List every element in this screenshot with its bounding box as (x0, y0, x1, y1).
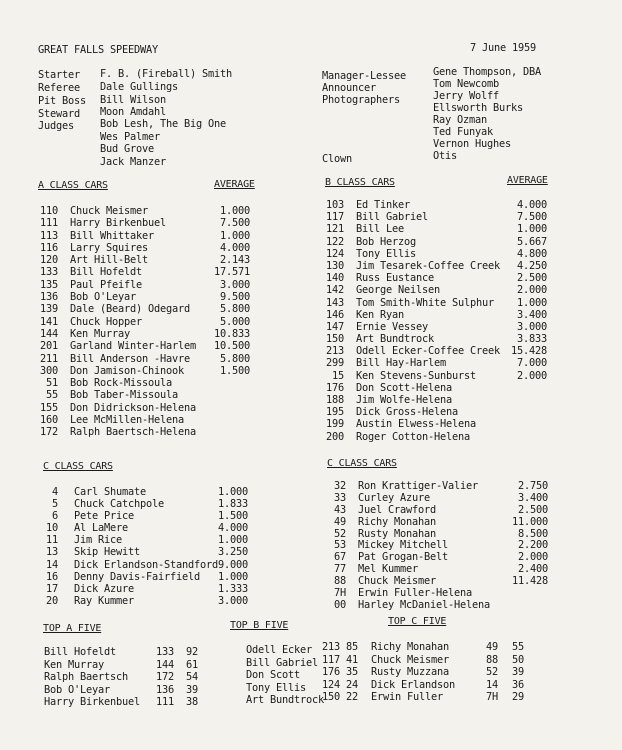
average-value: 17.571 (214, 266, 250, 279)
car-number: 43 (334, 503, 346, 516)
driver-name: Bill Hofeldt (44, 646, 116, 658)
b-class-average-heading: AVERAGE (507, 175, 548, 186)
car-number: 4 (52, 486, 58, 498)
points-value: 85 (346, 641, 358, 653)
driver-name: Dick Gross-Helena (356, 406, 458, 419)
car-number: 52 (486, 666, 498, 679)
average-value: 2.143 (220, 254, 250, 267)
driver-name: Bill Hay-Harlem (356, 357, 446, 370)
list-item (0, 272, 622, 284)
car-number: 136 (156, 683, 174, 696)
average-value: 2.500 (517, 272, 547, 285)
driver-name: Denny Davis-Fairfield (74, 570, 200, 583)
official-name: Otis (433, 150, 457, 162)
average-value: 11.428 (512, 575, 548, 588)
points-value: 54 (186, 671, 198, 684)
car-number: 299 (326, 357, 344, 370)
c-class-list-right (0, 480, 622, 611)
list-item (0, 563, 622, 575)
page-date: 7 June 1959 (470, 42, 536, 54)
average-value: 3.000 (517, 320, 547, 333)
average-value: 2.000 (518, 551, 548, 564)
driver-name: Bill Gabriel (356, 211, 428, 224)
car-number: 7H (486, 691, 498, 704)
points-value: 61 (186, 658, 198, 671)
car-number: 110 (40, 205, 58, 217)
list-item (0, 599, 622, 611)
driver-name: Odell Ecker (246, 644, 312, 656)
driver-name: Harry Birkenbuel (44, 696, 140, 709)
car-number: 133 (156, 646, 174, 658)
average-value: 8.500 (518, 527, 548, 540)
driver-name: Harley McDaniel-Helena (358, 598, 490, 611)
car-number: 144 (156, 658, 174, 671)
list-item (0, 248, 622, 260)
driver-name: Bob O'Leyar (70, 291, 136, 304)
driver-name: Ron Krattiger-Valier (358, 480, 478, 492)
car-number: 88 (334, 575, 346, 588)
driver-name: Bill Lee (356, 223, 404, 236)
car-number: 213 (322, 641, 340, 653)
driver-name: Art Bundtrock (356, 333, 434, 346)
car-number: 147 (326, 320, 344, 333)
car-number: 133 (40, 266, 58, 279)
driver-name: Jim Wolfe-Helena (356, 394, 452, 406)
car-number: 111 (156, 696, 174, 709)
driver-name: Ernie Vessey (356, 320, 428, 333)
average-value: 2.200 (518, 539, 548, 552)
car-number: 14 (486, 678, 498, 691)
average-value: 15.428 (511, 345, 547, 358)
official-role: Photographers (322, 94, 400, 106)
official-role: Clown (322, 153, 352, 165)
average-value: 1.500 (220, 364, 250, 377)
driver-name: Roger Cotton-Helena (356, 430, 470, 443)
average-value: 1.000 (218, 486, 248, 498)
c-class-heading-left: C CLASS CARS (43, 461, 113, 472)
car-number: 52 (334, 527, 346, 540)
driver-name: Bill Hofeldt (70, 266, 142, 279)
points-value: 55 (512, 641, 524, 653)
car-number: 176 (326, 381, 344, 394)
driver-name: Ed Tinker (356, 199, 410, 211)
points-value: 38 (186, 696, 198, 709)
driver-name: Chuck Meismer (371, 653, 449, 666)
driver-name: Al LaMere (74, 522, 128, 535)
b-class-heading: B CLASS CARS (325, 177, 395, 188)
official-role: Manager-Lessee (322, 70, 406, 82)
average-value: 1.000 (517, 296, 547, 309)
list-item (0, 284, 622, 296)
driver-name: Richy Monahan (358, 515, 436, 528)
average-value: 2.000 (517, 369, 547, 382)
driver-name: Tony Ellis (246, 681, 306, 694)
list-item (0, 575, 622, 587)
official-role: Pit Boss (38, 95, 86, 107)
official-name: Jerry Wolff (433, 90, 499, 102)
average-value: 1.833 (218, 498, 248, 511)
car-number: 77 (334, 563, 346, 576)
car-number: 213 (326, 345, 344, 358)
top-c-heading: TOP C FIVE (388, 616, 447, 627)
car-number: 200 (326, 430, 344, 443)
driver-name: Bill Gabriel (246, 656, 318, 669)
average-value: 9.500 (220, 291, 250, 304)
car-number: 199 (326, 418, 344, 431)
average-value: 1.333 (218, 582, 248, 595)
car-number: 10 (46, 522, 58, 535)
average-value: 1.000 (218, 534, 248, 547)
car-number: 00 (334, 598, 346, 611)
top-c-list (0, 641, 622, 707)
driver-name: Bob Rock-Missoula (70, 377, 172, 390)
driver-name: Chuck Catchpole (74, 498, 164, 511)
list-item (0, 516, 622, 528)
driver-name: Ken Ryan (356, 308, 404, 321)
list-item (0, 654, 622, 667)
car-number: 188 (326, 394, 344, 406)
car-number: 172 (40, 426, 58, 439)
list-item (0, 666, 622, 682)
a-class-average-heading: AVERAGE (214, 179, 255, 190)
car-number: 15 (332, 369, 344, 382)
driver-name: Ralph Baertsch (44, 671, 128, 684)
car-number: 146 (326, 308, 344, 321)
list-item (0, 492, 622, 504)
average-value: 3.400 (517, 308, 547, 321)
car-number: 5 (52, 498, 58, 511)
list-item (0, 480, 622, 492)
car-number: 142 (326, 284, 344, 297)
average-value: 7.500 (220, 217, 250, 230)
average-value: 7.000 (517, 357, 547, 370)
driver-name: Austin Elwess-Helena (356, 418, 476, 431)
driver-name: Jim Rice (74, 534, 122, 547)
top-b-heading: TOP B FIVE (230, 620, 289, 631)
points-value: 36 (512, 678, 524, 691)
car-number: 88 (486, 653, 498, 666)
average-value: 2.750 (518, 480, 548, 492)
points-value: 39 (512, 666, 524, 679)
average-value: 2.000 (517, 284, 547, 297)
official-name: Tom Newcomb (433, 78, 499, 90)
average-value: 3.833 (517, 333, 547, 346)
page-title: GREAT FALLS SPEEDWAY (38, 44, 158, 56)
official-role: Referee (38, 82, 80, 94)
official-name: Wes Palmer (100, 131, 160, 143)
car-number: 53 (334, 539, 346, 552)
driver-name: Paul Pfeifle (70, 278, 142, 291)
driver-name: Bill Whittaker (70, 229, 154, 242)
car-number: 33 (334, 491, 346, 504)
driver-name: Harry Birkenbuel (70, 217, 166, 230)
list-item (0, 394, 622, 406)
official-role: Steward (38, 108, 80, 120)
average-value: 10.500 (214, 340, 250, 353)
list-item (0, 333, 622, 345)
average-value: 5.667 (517, 235, 547, 248)
car-number: 16 (46, 570, 58, 583)
car-number: 300 (40, 364, 58, 377)
driver-name: Jim Tesarek-Coffee Creek (356, 259, 500, 272)
driver-name: Pete Price (74, 510, 134, 523)
driver-name: Chuck Meismer (358, 575, 436, 588)
top-a-heading: TOP A FIVE (43, 623, 102, 634)
car-number: 136 (40, 291, 58, 304)
b-class-list (0, 199, 622, 443)
official-name: Jack Manzer (100, 156, 166, 168)
c-class-heading-right: C CLASS CARS (327, 458, 397, 469)
official-name: Ellsworth Burks (433, 102, 523, 114)
car-number: 124 (326, 247, 344, 260)
driver-name: Erwin Fuller (371, 691, 443, 704)
list-item (0, 551, 622, 563)
driver-name: Skip Hewitt (74, 546, 140, 559)
list-item (0, 406, 622, 418)
driver-name: Tom Smith-White Sulphur (356, 296, 494, 309)
average-value: 1.000 (220, 205, 250, 217)
car-number: 140 (326, 272, 344, 285)
car-number: 124 (322, 678, 340, 691)
list-item (0, 345, 622, 357)
car-number: 17 (46, 582, 58, 595)
official-name: Dale Gullings (100, 81, 178, 93)
car-number: 67 (334, 551, 346, 564)
points-value: 35 (346, 666, 358, 679)
driver-name: Tony Ellis (356, 247, 416, 260)
list-item (0, 504, 622, 516)
car-number: 103 (326, 199, 344, 211)
points-value: 29 (512, 691, 524, 704)
list-item (0, 223, 622, 235)
list-item (0, 309, 622, 321)
car-number: 20 (46, 594, 58, 607)
list-item (0, 691, 622, 707)
list-item (0, 679, 622, 692)
points-value: 39 (186, 683, 198, 696)
average-value: 3.250 (218, 546, 248, 559)
official-role: Starter (38, 69, 80, 81)
average-value: 7.500 (517, 211, 547, 224)
average-value: 5.000 (220, 315, 250, 328)
car-number: 201 (40, 340, 58, 353)
driver-name: Chuck Meismer (70, 205, 148, 217)
driver-name: Don Scott-Helena (356, 381, 452, 394)
list-item (0, 370, 622, 382)
official-name: Bob Lesh, The Big One (100, 118, 226, 130)
driver-name: Russ Eustance (356, 272, 434, 285)
car-number: 122 (326, 235, 344, 248)
driver-name: Odell Ecker-Coffee Creek (356, 345, 500, 358)
car-number: 144 (40, 327, 58, 340)
official-role: Judges (38, 120, 74, 132)
list-item (0, 236, 622, 248)
car-number: 150 (322, 691, 340, 704)
car-number: 6 (52, 510, 58, 523)
driver-name: Dick Erlandson-Standford (74, 558, 218, 571)
driver-name: Bob Herzog (356, 235, 416, 248)
list-item (0, 431, 622, 443)
average-value: 1.000 (517, 223, 547, 236)
list-item (0, 539, 622, 551)
car-number: 160 (40, 414, 58, 427)
average-value: 2.400 (518, 563, 548, 576)
official-name: Ray Ozman (433, 114, 487, 126)
car-number: 49 (486, 641, 498, 653)
driver-name: Ray Kummer (74, 594, 134, 607)
average-value: 1.000 (220, 229, 250, 242)
average-value: 1.000 (218, 570, 248, 583)
driver-name: Art Hill-Belt (70, 254, 148, 267)
car-number: 139 (40, 303, 58, 316)
driver-name: Dick Azure (74, 582, 134, 595)
official-name: Gene Thompson, DBA (433, 66, 541, 78)
car-number: 116 (40, 241, 58, 254)
official-name: Moon Amdahl (100, 106, 166, 118)
driver-name: Carl Shumate (74, 486, 146, 498)
driver-name: Richy Monahan (371, 641, 449, 653)
driver-name: Don Scott (246, 669, 300, 682)
car-number: 14 (46, 558, 58, 571)
points-value: 22 (346, 691, 358, 704)
list-item (0, 357, 622, 369)
average-value: 3.400 (518, 491, 548, 504)
average-value: 3.000 (218, 594, 248, 607)
list-item (0, 587, 622, 599)
list-item (0, 199, 622, 211)
car-number: 7H (334, 587, 346, 600)
average-value: 4.800 (517, 247, 547, 260)
driver-name: Ken Stevens-Sunburst (356, 369, 476, 382)
average-value: 11.000 (512, 515, 548, 528)
car-number: 195 (326, 406, 344, 419)
driver-name: Bob Taber-Missoula (70, 389, 178, 402)
average-value: 5.800 (220, 303, 250, 316)
car-number: 13 (46, 546, 58, 559)
car-number: 32 (334, 480, 346, 492)
car-number: 49 (334, 515, 346, 528)
car-number: 111 (40, 217, 58, 230)
car-number: 121 (326, 223, 344, 236)
driver-name: Larry Squires (70, 241, 148, 254)
driver-name: Mel Kummer (358, 563, 418, 576)
a-class-heading: A CLASS CARS (38, 180, 108, 191)
driver-name: Curley Azure (358, 491, 430, 504)
driver-name: Ken Murray (44, 658, 104, 671)
driver-name: Dale (Beard) Odegard (70, 303, 190, 316)
list-item (0, 528, 622, 540)
driver-name: Erwin Fuller-Helena (358, 587, 472, 600)
car-number: 211 (40, 352, 58, 365)
car-number: 120 (40, 254, 58, 267)
car-number: 176 (322, 666, 340, 679)
car-number: 143 (326, 296, 344, 309)
list-item (0, 211, 622, 223)
car-number: 55 (46, 389, 58, 402)
car-number: 150 (326, 333, 344, 346)
average-value: 5.800 (220, 352, 250, 365)
driver-name: Lee McMillen-Helena (70, 414, 184, 427)
points-value: 24 (346, 678, 358, 691)
list-item (0, 382, 622, 394)
car-number: 135 (40, 278, 58, 291)
average-value: 4.250 (517, 259, 547, 272)
driver-name: Juel Crawford (358, 503, 436, 516)
official-name: Vernon Hughes (433, 138, 511, 150)
driver-name: Don Jamison-Chinook (70, 364, 184, 377)
driver-name: Mickey Mitchell (358, 539, 448, 552)
driver-name: Ken Murray (70, 327, 130, 340)
average-value: 4.000 (218, 522, 248, 535)
points-value: 92 (186, 646, 198, 658)
list-item (0, 321, 622, 333)
list-item (0, 641, 622, 654)
official-name: F. B. (Fireball) Smith (100, 68, 232, 80)
car-number: 141 (40, 315, 58, 328)
average-value: 4.000 (220, 241, 250, 254)
average-value: 3.000 (220, 278, 250, 291)
average-value: 2.500 (518, 503, 548, 516)
car-number: 117 (326, 211, 344, 224)
driver-name: Garland Winter-Harlem (70, 340, 196, 353)
official-name: Bill Wilson (100, 94, 166, 106)
driver-name: Bob O'Leyar (44, 683, 110, 696)
official-name: Ted Funyak (433, 126, 493, 138)
driver-name: Pat Grogan-Belt (358, 551, 448, 564)
driver-name: Ralph Baertsch-Helena (70, 426, 196, 439)
list-item (0, 260, 622, 272)
points-value: 41 (346, 653, 358, 666)
car-number: 51 (46, 377, 58, 390)
driver-name: Rusty Muzzana (371, 666, 449, 679)
list-item (0, 418, 622, 430)
driver-name: Don Didrickson-Helena (70, 401, 196, 414)
car-number: 130 (326, 259, 344, 272)
official-name: Bud Grove (100, 143, 154, 155)
car-number: 11 (46, 534, 58, 547)
points-value: 50 (512, 653, 524, 666)
average-value: 9.000 (218, 558, 248, 571)
official-role: Announcer (322, 82, 376, 94)
driver-name: Dick Erlandson (371, 678, 455, 691)
car-number: 155 (40, 401, 58, 414)
average-value: 4.000 (517, 199, 547, 211)
average-value: 1.500 (218, 510, 248, 523)
list-item (0, 297, 622, 309)
driver-name: Rusty Monahan (358, 527, 436, 540)
average-value: 10.833 (214, 327, 250, 340)
car-number: 172 (156, 671, 174, 684)
driver-name: Bill Anderson -Havre (70, 352, 190, 365)
driver-name: Chuck Hopper (70, 315, 142, 328)
car-number: 117 (322, 653, 340, 666)
driver-name: George Neilsen (356, 284, 440, 297)
car-number: 113 (40, 229, 58, 242)
driver-name: Art Bundtrock (246, 694, 324, 707)
